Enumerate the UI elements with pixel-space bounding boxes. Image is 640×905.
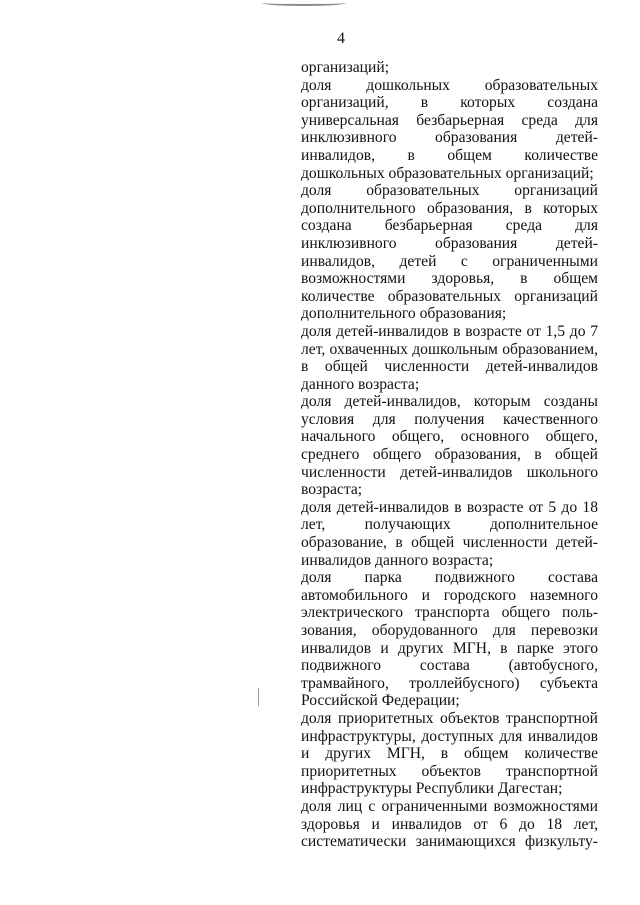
paragraph-quality-education-conditions: доля детей-инвалидов, которым созданы условия для получения качественного начального общего, основного общего, среднего общего образования, в общей численности детей-инвалидов школьного возраста; [301, 393, 598, 499]
page-number: 4 [337, 30, 345, 47]
paragraph-additional-education-coverage: доля детей-инвалидов в возрасте от 5 до 18 лет, получающих дополнительное образование, в общей численности детей-инвалидов данного возраста; [301, 498, 598, 569]
body-text [301, 59, 598, 851]
paragraph-transport-fleet: доля парка подвижного состава автомобильного и городского наземного электрического транспорта общего поль-зования, оборудованного для перевозки инвалидов и других МГН, в парке этого подвижного состава (автобусного, трамвайного, троллейбусного) субъекта Российской Федерации; [301, 569, 598, 710]
paragraph-preschool-barrier-free: доля дошкольных образовательных организаций, в которых создана универсальная безбарьерная среда для инклюзивного образования детей-инвалидов, в общем количестве дошкольных образовательных организаций; [301, 76, 598, 182]
scan-artifact [262, 0, 346, 6]
paragraph-transport-infrastructure: доля приоритетных объектов транспортной инфраструктуры, доступных для инвалидов и других МГН, в общем количестве приоритетных объектов транспортной инфраструктуры Республики Дагестан; [301, 709, 598, 798]
paragraph-sports-participation: доля лиц с ограниченными возможностями здоровья и инвалидов от 6 до 18 лет, систематически занимающихся физкульту- [301, 797, 598, 851]
paragraph-preschool-coverage: доля детей-инвалидов в возрасте от 1,5 до 7 лет, охваченных дошкольным образованием, в общей численности детей-инвалидов данного возраста; [301, 322, 598, 393]
paragraph-additional-education-barrier-free: доля образовательных организаций дополнительного образования, в которых создана безбарьерная среда для инклюзивного образования детей-инвалидов, детей с ограниченными возможностями здоровья, в общем количестве образовательных организаций дополнительного образования; [301, 182, 598, 323]
scan-artifact-mark [258, 688, 259, 706]
paragraph-organizations-end: организаций; [301, 59, 390, 76]
